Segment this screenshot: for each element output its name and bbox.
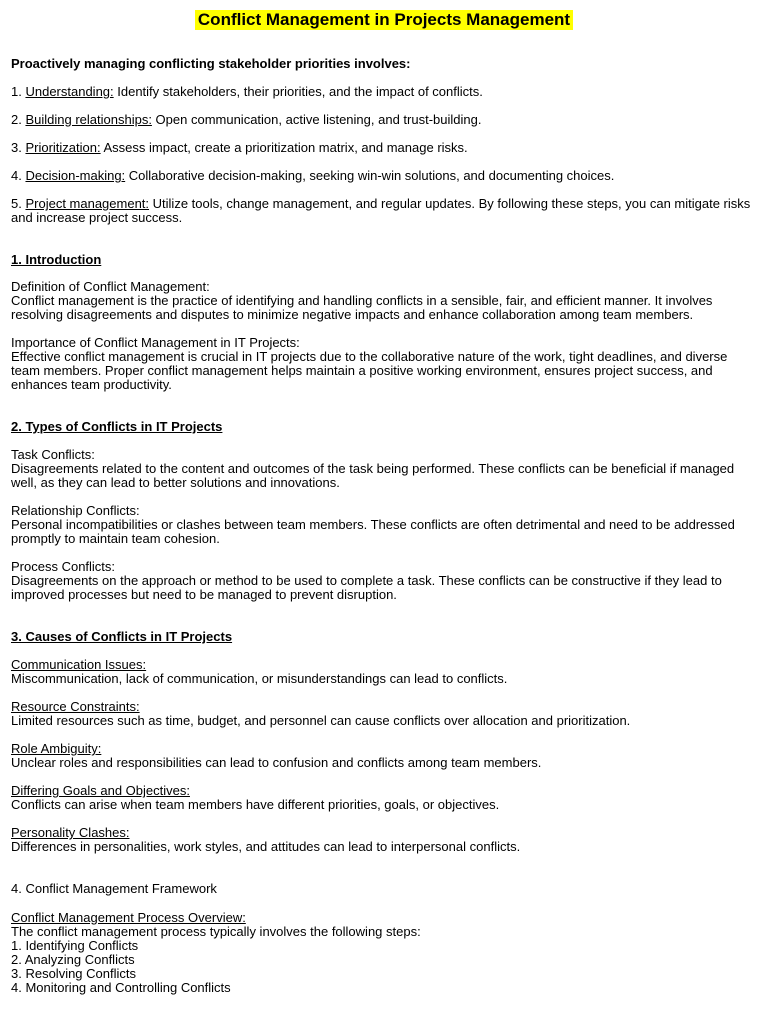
- intro-item-term: Prioritization:: [25, 140, 101, 155]
- conflict-type-text: Disagreements on the approach or method to be used to complete a task. These conflicts can be constructive if they lead to improved processes but need to be managed to prevent disruption.: [11, 573, 722, 602]
- cause-text: Differences in personalities, work styles, and attitudes can lead to interpersonal conflicts.: [11, 839, 521, 854]
- document-title: Conflict Management in Projects Management: [195, 10, 573, 30]
- process-step: 3. Resolving Conflicts: [11, 966, 136, 981]
- intro-item-4: [11, 169, 757, 183]
- cause-label: Communication Issues:: [11, 657, 147, 672]
- cause-label: Role Ambiguity:: [11, 741, 102, 756]
- process-step: 4. Monitoring and Controlling Conflicts: [11, 980, 231, 995]
- intro-item-2: [11, 113, 757, 127]
- section-heading-framework: 4. Conflict Management Framework: [11, 881, 217, 896]
- intro-item-num: 3.: [11, 140, 26, 155]
- intro-item-term: Understanding:: [25, 84, 114, 99]
- definition-label: Definition of Conflict Management:: [11, 279, 210, 294]
- intro-item-num: 1.: [11, 84, 26, 99]
- cause-text: Limited resources such as time, budget, and personnel can cause conflicts over allocation and prioritization.: [11, 713, 631, 728]
- intro-item-num: 5.: [11, 196, 26, 211]
- conflict-type-label: Relationship Conflicts:: [11, 503, 140, 518]
- intro-lead: Proactively managing conflicting stakeholder priorities involves:: [11, 56, 411, 71]
- cause-text: Miscommunication, lack of communication, or misunderstandings can lead to conflicts.: [11, 671, 508, 686]
- overview-label: Conflict Management Process Overview:: [11, 910, 246, 925]
- intro-item-term: Decision-making:: [25, 168, 126, 183]
- process-step: 1. Identifying Conflicts: [11, 938, 139, 953]
- intro-item-text: Open communication, active listening, and trust-building.: [151, 112, 482, 127]
- importance-label: Importance of Conflict Management in IT Projects:: [11, 335, 300, 350]
- overview-text: The conflict management process typically involves the following steps:: [11, 924, 421, 939]
- cause-text: Conflicts can arise when team members have different priorities, goals, or objectives.: [11, 797, 500, 812]
- intro-item-text: Identify stakeholders, their priorities, and the impact of conflicts.: [113, 84, 483, 99]
- intro-item-num: 2.: [11, 112, 26, 127]
- conflict-type-label: Process Conflicts:: [11, 559, 116, 574]
- intro-item-3: [11, 141, 757, 155]
- conflict-type-text: Personal incompatibilities or clashes between team members. These conflicts are often detrimental and need to be addressed promptly to maintain team cohesion.: [11, 517, 735, 546]
- intro-item-num: 4.: [11, 168, 26, 183]
- section-heading-introduction: 1. Introduction: [11, 252, 102, 267]
- importance-text: Effective conflict management is crucial in IT projects due to the collaborative nature of the work, tight deadlines, and diverse team members. Proper conflict management helps maintain a positive working environment, ensures project success, and enhances team productivity.: [11, 349, 728, 392]
- cause-label: Personality Clashes:: [11, 825, 130, 840]
- intro-item-text: Collaborative decision-making, seeking win-win solutions, and documenting choices.: [125, 168, 615, 183]
- intro-item-term: Project management:: [25, 196, 150, 211]
- definition-text: Conflict management is the practice of identifying and handling conflicts in a sensible, fair, and efficient manner. It involves resolving disagreements and disputes to minimize negative impacts and enhance collaboration among team members.: [11, 293, 713, 322]
- conflict-type-label: Task Conflicts:: [11, 447, 95, 462]
- section-heading-types: 2. Types of Conflicts in IT Projects: [11, 419, 223, 434]
- intro-item-1: [11, 85, 757, 99]
- intro-item-5: [11, 197, 757, 225]
- cause-label: Differing Goals and Objectives:: [11, 783, 190, 798]
- process-step: 2. Analyzing Conflicts: [11, 952, 135, 967]
- intro-item-term: Building relationships:: [25, 112, 152, 127]
- section-heading-causes: 3. Causes of Conflicts in IT Projects: [11, 629, 233, 644]
- intro-item-text: Assess impact, create a prioritization matrix, and manage risks.: [100, 140, 468, 155]
- cause-label: Resource Constraints:: [11, 699, 140, 714]
- title-wrap: [11, 0, 757, 30]
- conflict-type-text: Disagreements related to the content and outcomes of the task being performed. These conflicts can be beneficial if managed well, as they can lead to better solutions and innovations.: [11, 461, 735, 490]
- intro-item-text: Utilize tools, change management, and regular updates. By following these steps, you can mitigate risks and increase project success.: [11, 196, 751, 225]
- cause-text: Unclear roles and responsibilities can lead to confusion and conflicts among team members.: [11, 755, 542, 770]
